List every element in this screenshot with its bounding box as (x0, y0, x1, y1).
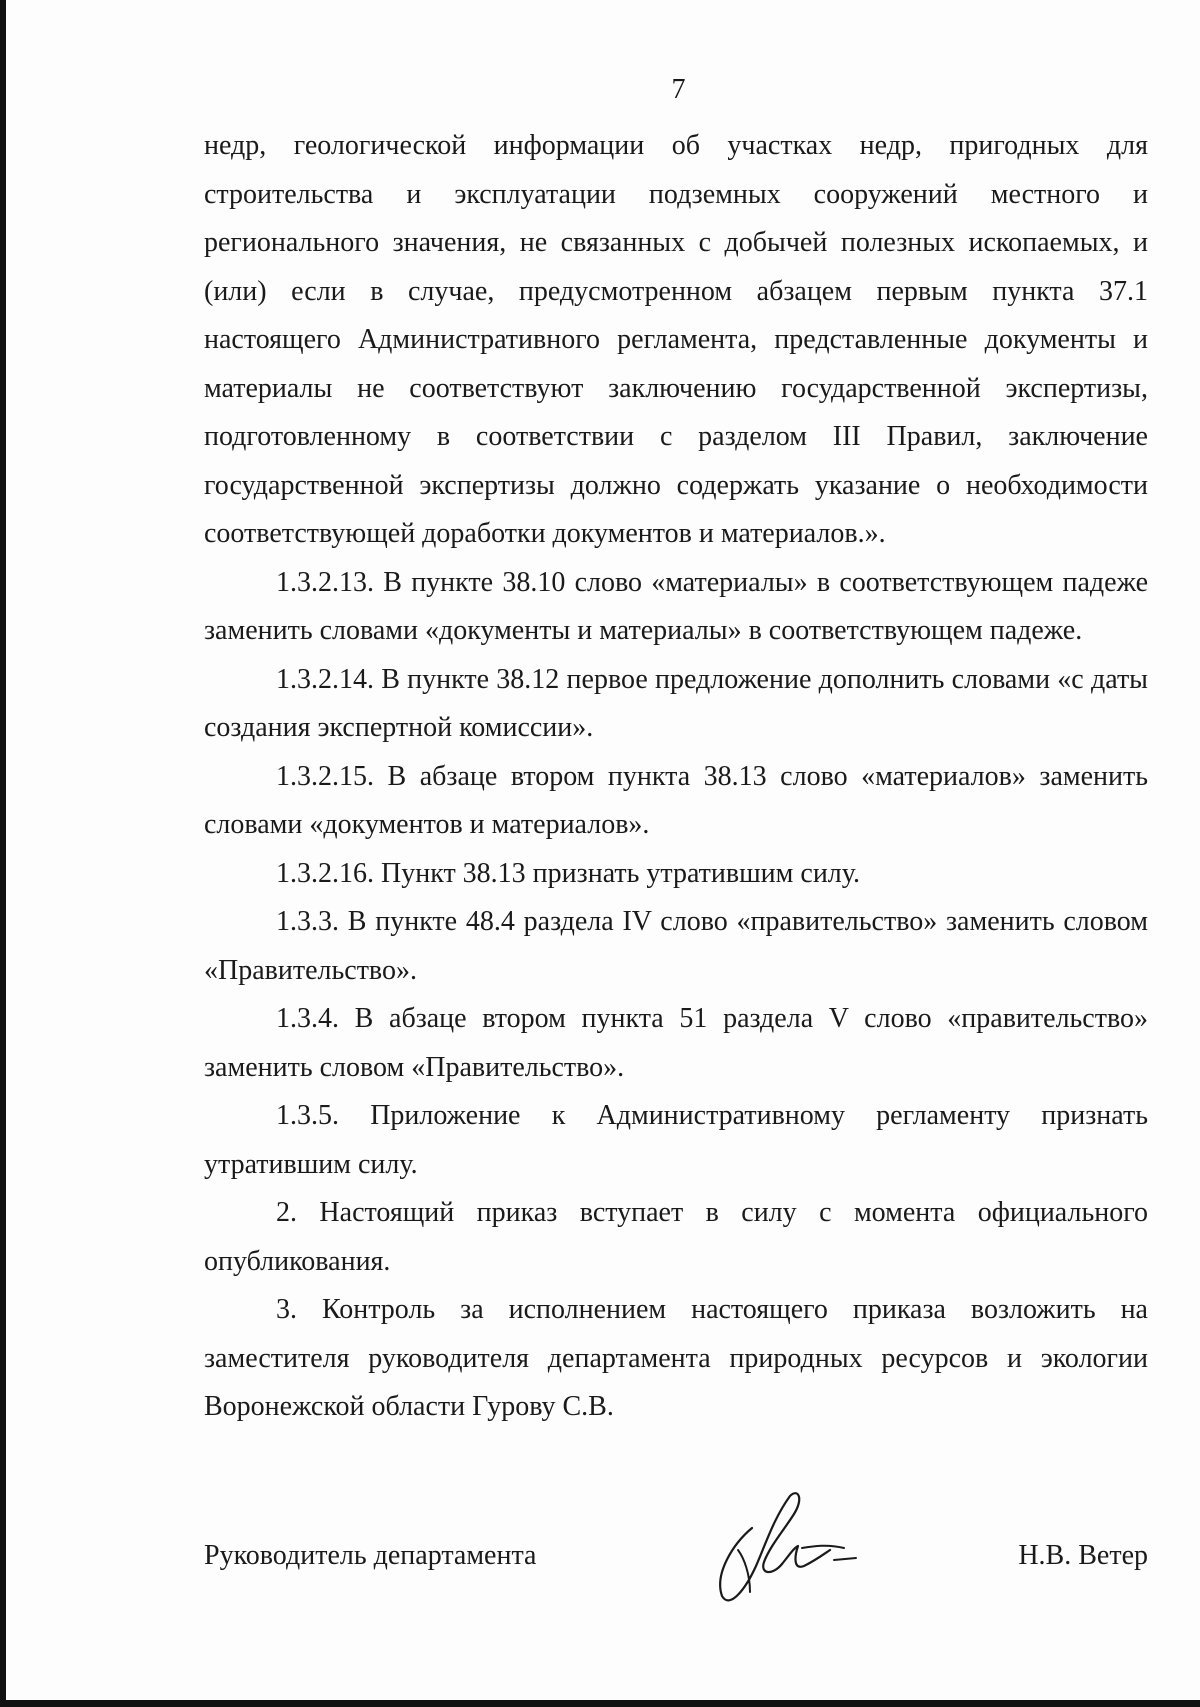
signature-block (204, 1520, 1148, 1610)
paragraph-continuation: недр, геологической информации об участках недр, пригодных для строительства и эксплуатации подземных сооружений местного и регионального значения, не связанных с добычей полезных ископаемых, и (или) если в случае, предусмотренном абзацем первым пункта 37.1 настоящего Административного регламента, представленные документы и материалы не соответствуют заключению государственной экспертизы, подготовленному в соответствии с разделом III Правил, заключение государственной экспертизы должно содержать указание о необходимости соответствующей доработки документов и материалов.». (204, 130, 1148, 549)
page-number: 7 (671, 74, 686, 105)
document-body (204, 122, 1148, 1432)
paragraph-1-3-2-14: 1.3.2.14. В пункте 38.12 первое предложение дополнить словами «с даты создания экспертной комиссии». (204, 663, 1148, 743)
signatory-name: Н.В. Ветер (1018, 1540, 1148, 1571)
paragraph-1-3-5: 1.3.5. Приложение к Административному регламенту признать утратившим силу. (204, 1100, 1148, 1180)
paragraph-2: 2. Настоящий приказ вступает в силу с момента официального опубликования. (204, 1197, 1148, 1277)
paragraph-3: 3. Контроль за исполнением настоящего приказа возложить на заместителя руководителя департамента природных ресурсов и экологии Воронежской области Гурову С.В. (204, 1294, 1148, 1422)
paragraph-1-3-3: 1.3.3. В пункте 48.4 раздела IV слово «правительство» заменить словом «Правительство». (204, 906, 1148, 986)
handwritten-signature (694, 1488, 864, 1608)
paragraph-1-3-2-16: 1.3.2.16. Пункт 38.13 признать утратившим силу. (276, 857, 860, 889)
signatory-position: Руководитель департамента (204, 1540, 537, 1571)
paragraph-1-3-4: 1.3.4. В абзаце втором пункта 51 раздела V слово «правительство» заменить словом «Правительство». (204, 1003, 1148, 1083)
paragraph-1-3-2-15: 1.3.2.15. В абзаце втором пункта 38.13 слово «материалов» заменить словами «документов и материалов». (204, 760, 1148, 840)
paragraph-1-3-2-13: 1.3.2.13. В пункте 38.10 слово «материалы» в соответствующем падеже заменить словами «документы и материалы» в соответствующем падеже. (204, 566, 1148, 646)
